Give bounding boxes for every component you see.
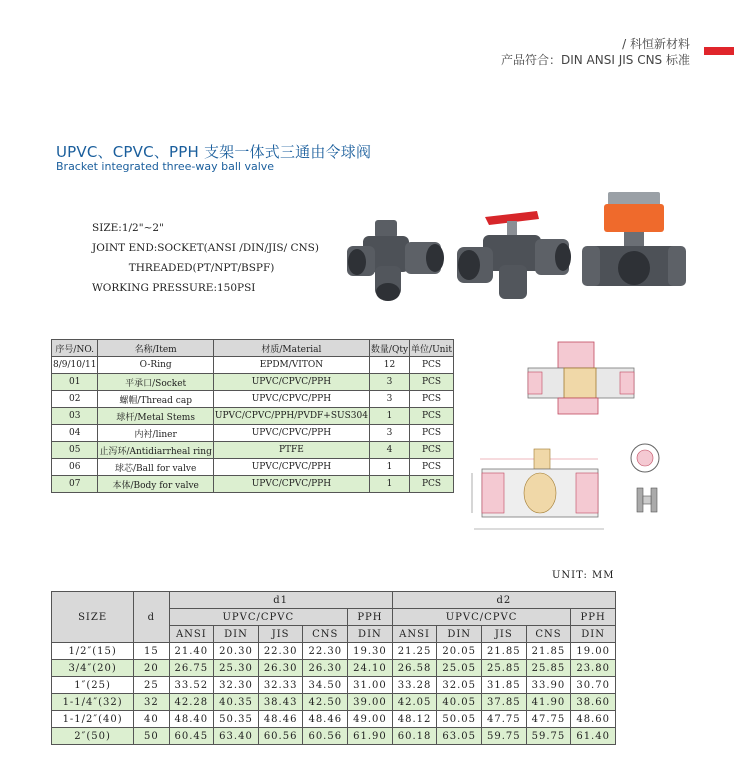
col-unit: 单位/Unit bbox=[410, 340, 454, 357]
value-cell: 32.30 bbox=[214, 677, 259, 694]
value-cell: 37.85 bbox=[482, 694, 527, 711]
cell: O-Ring bbox=[98, 357, 213, 374]
cell: PCS bbox=[410, 357, 454, 374]
value-cell: 19.30 bbox=[348, 643, 393, 660]
value-cell: 47.75 bbox=[482, 711, 527, 728]
cell: 8/9/10/11 bbox=[52, 357, 98, 374]
cell: 07 bbox=[52, 476, 98, 493]
cell: PCS bbox=[410, 408, 454, 425]
size-cell: 3/4″(20) bbox=[52, 660, 134, 677]
spec-size: SIZE:1/2"~2" bbox=[92, 222, 164, 234]
spec-threaded: THREADED(PT/NPT/BSPF) bbox=[92, 262, 275, 274]
cell: 内衬/liner bbox=[98, 425, 213, 442]
cell: 12 bbox=[369, 357, 409, 374]
cell: PCS bbox=[410, 425, 454, 442]
col-d2: d2 bbox=[392, 592, 615, 609]
cell: 螺帽/Thread cap bbox=[98, 391, 213, 408]
size-cell: 1-1/2″(40) bbox=[52, 711, 134, 728]
sub-din-pph: DIN bbox=[348, 626, 393, 643]
col-no: 序号/NO. bbox=[52, 340, 98, 357]
value-cell: 31.00 bbox=[348, 677, 393, 694]
value-cell: 40 bbox=[134, 711, 169, 728]
value-cell: 21.40 bbox=[169, 643, 214, 660]
col-d1: d1 bbox=[169, 592, 392, 609]
value-cell: 24.10 bbox=[348, 660, 393, 677]
product-title-en: Bracket integrated three-way ball valve bbox=[56, 160, 275, 173]
value-cell: 25.30 bbox=[214, 660, 259, 677]
cell: UPVC/CPVC/PPH/PVDF+SUS304 bbox=[213, 408, 369, 425]
sub-din: DIN bbox=[214, 626, 259, 643]
cell: 05 bbox=[52, 442, 98, 459]
table-row bbox=[52, 694, 616, 711]
cell: EPDM/VITON bbox=[213, 357, 369, 374]
spec-pressure: WORKING PRESSURE:150PSI bbox=[92, 282, 256, 294]
size-cell: 2″(50) bbox=[52, 728, 134, 745]
value-cell: 42.05 bbox=[392, 694, 437, 711]
cell: UPVC/CPVC/PPH bbox=[213, 374, 369, 391]
value-cell: 25.85 bbox=[482, 660, 527, 677]
value-cell: 48.46 bbox=[258, 711, 303, 728]
brand-accent-bar bbox=[704, 47, 734, 55]
value-cell: 50.05 bbox=[437, 711, 482, 728]
value-cell: 25.05 bbox=[437, 660, 482, 677]
valve-photo-plain bbox=[345, 218, 450, 303]
cell: UPVC/CPVC/PPH bbox=[213, 459, 369, 476]
value-cell: 30.70 bbox=[571, 677, 616, 694]
cell: PCS bbox=[410, 442, 454, 459]
table-row bbox=[52, 374, 454, 391]
cell: 球杆/Metal Stems bbox=[98, 408, 213, 425]
table-row bbox=[52, 677, 616, 694]
value-cell: 60.56 bbox=[258, 728, 303, 745]
value-cell: 26.30 bbox=[303, 660, 348, 677]
value-cell: 38.43 bbox=[258, 694, 303, 711]
standards-line: 产品符合：DIN ANSI JIS CNS 标准 bbox=[500, 53, 690, 67]
table-row bbox=[52, 408, 454, 425]
value-cell: 25 bbox=[134, 677, 169, 694]
value-cell: 49.00 bbox=[348, 711, 393, 728]
size-cell: 1-1/4″(32) bbox=[52, 694, 134, 711]
parts-header-row bbox=[52, 340, 454, 357]
value-cell: 23.80 bbox=[571, 660, 616, 677]
col-d2-upvc: UPVC/CPVC bbox=[392, 609, 571, 626]
value-cell: 59.75 bbox=[526, 728, 571, 745]
value-cell: 20 bbox=[134, 660, 169, 677]
value-cell: 60.45 bbox=[169, 728, 214, 745]
value-cell: 60.18 bbox=[392, 728, 437, 745]
col-d2-pph: PPH bbox=[571, 609, 616, 626]
cell: 本体/Body for valve bbox=[98, 476, 213, 493]
valve-photo-actuator bbox=[578, 190, 693, 300]
parts-table bbox=[51, 339, 454, 493]
col-qty: 数量/Qty bbox=[369, 340, 409, 357]
cell: PCS bbox=[410, 391, 454, 408]
value-cell: 50.35 bbox=[214, 711, 259, 728]
value-cell: 20.05 bbox=[437, 643, 482, 660]
sub-jis: JIS bbox=[482, 626, 527, 643]
value-cell: 21.85 bbox=[526, 643, 571, 660]
cell: 3 bbox=[369, 391, 409, 408]
value-cell: 21.25 bbox=[392, 643, 437, 660]
value-cell: 61.40 bbox=[571, 728, 616, 745]
value-cell: 26.30 bbox=[258, 660, 303, 677]
cell: 03 bbox=[52, 408, 98, 425]
value-cell: 21.85 bbox=[482, 643, 527, 660]
value-cell: 33.90 bbox=[526, 677, 571, 694]
sub-din: DIN bbox=[437, 626, 482, 643]
value-cell: 40.05 bbox=[437, 694, 482, 711]
sub-ansi: ANSI bbox=[169, 626, 214, 643]
value-cell: 22.30 bbox=[303, 643, 348, 660]
sub-ansi: ANSI bbox=[392, 626, 437, 643]
section-drawing-dimensioned bbox=[468, 443, 610, 535]
table-row bbox=[52, 660, 616, 677]
value-cell: 32.05 bbox=[437, 677, 482, 694]
cell: PCS bbox=[410, 476, 454, 493]
cell: 平承口/Socket bbox=[98, 374, 213, 391]
value-cell: 39.00 bbox=[348, 694, 393, 711]
col-d1-upvc: UPVC/CPVC bbox=[169, 609, 348, 626]
value-cell: 15 bbox=[134, 643, 169, 660]
value-cell: 25.85 bbox=[526, 660, 571, 677]
section-drawing-3d bbox=[520, 338, 640, 418]
value-cell: 32 bbox=[134, 694, 169, 711]
col-size: SIZE bbox=[52, 592, 134, 643]
cell: 4 bbox=[369, 442, 409, 459]
table-row bbox=[52, 459, 454, 476]
cell: PCS bbox=[410, 374, 454, 391]
value-cell: 19.00 bbox=[571, 643, 616, 660]
value-cell: 48.40 bbox=[169, 711, 214, 728]
cell: PTFE bbox=[213, 442, 369, 459]
value-cell: 22.30 bbox=[258, 643, 303, 660]
value-cell: 26.58 bbox=[392, 660, 437, 677]
cell: 3 bbox=[369, 425, 409, 442]
cell: 3 bbox=[369, 374, 409, 391]
value-cell: 20.30 bbox=[214, 643, 259, 660]
value-cell: 32.33 bbox=[258, 677, 303, 694]
table-row bbox=[52, 391, 454, 408]
value-cell: 59.75 bbox=[482, 728, 527, 745]
value-cell: 48.60 bbox=[571, 711, 616, 728]
col-material: 材质/Material bbox=[213, 340, 369, 357]
dims-header-row-1 bbox=[52, 592, 616, 609]
value-cell: 63.05 bbox=[437, 728, 482, 745]
table-row bbox=[52, 728, 616, 745]
company-name: / 科恒新材料 bbox=[622, 37, 690, 51]
value-cell: 34.50 bbox=[303, 677, 348, 694]
sub-cns: CNS bbox=[303, 626, 348, 643]
value-cell: 33.28 bbox=[392, 677, 437, 694]
value-cell: 33.52 bbox=[169, 677, 214, 694]
cell: 球芯/Ball for valve bbox=[98, 459, 213, 476]
cell: PCS bbox=[410, 459, 454, 476]
cell: 1 bbox=[369, 459, 409, 476]
value-cell: 42.50 bbox=[303, 694, 348, 711]
value-cell: 48.12 bbox=[392, 711, 437, 728]
end-view-drawing bbox=[625, 438, 670, 518]
value-cell: 61.90 bbox=[348, 728, 393, 745]
table-row bbox=[52, 643, 616, 660]
sub-jis: JIS bbox=[258, 626, 303, 643]
spec-joint-end: JOINT END:SOCKET(ANSI /DIN/JIS/ CNS) bbox=[92, 242, 319, 254]
cell: 04 bbox=[52, 425, 98, 442]
value-cell: 42.28 bbox=[169, 694, 214, 711]
spec-list bbox=[92, 218, 319, 298]
value-cell: 63.40 bbox=[214, 728, 259, 745]
table-row bbox=[52, 442, 454, 459]
page-header bbox=[501, 36, 690, 68]
col-item: 名称/Item bbox=[98, 340, 213, 357]
cell: 01 bbox=[52, 374, 98, 391]
value-cell: 40.35 bbox=[214, 694, 259, 711]
value-cell: 47.75 bbox=[526, 711, 571, 728]
cell: 1 bbox=[369, 408, 409, 425]
table-row bbox=[52, 711, 616, 728]
cell: 1 bbox=[369, 476, 409, 493]
cell: 止泻环/Antidiarrheal ring bbox=[98, 442, 213, 459]
value-cell: 38.60 bbox=[571, 694, 616, 711]
cell: UPVC/CPVC/PPH bbox=[213, 425, 369, 442]
valve-photo-handle bbox=[455, 205, 573, 303]
table-row bbox=[52, 357, 454, 374]
value-cell: 48.46 bbox=[303, 711, 348, 728]
cell: UPVC/CPVC/PPH bbox=[213, 391, 369, 408]
product-title-cn: UPVC、CPVC、PPH 支架一体式三通由令球阀 bbox=[56, 143, 372, 161]
col-d: d bbox=[134, 592, 169, 643]
cell: UPVC/CPVC/PPH bbox=[213, 476, 369, 493]
size-cell: 1/2″(15) bbox=[52, 643, 134, 660]
value-cell: 31.85 bbox=[482, 677, 527, 694]
cell: 02 bbox=[52, 391, 98, 408]
value-cell: 60.56 bbox=[303, 728, 348, 745]
value-cell: 41.90 bbox=[526, 694, 571, 711]
table-row bbox=[52, 425, 454, 442]
value-cell: 26.75 bbox=[169, 660, 214, 677]
cell: 06 bbox=[52, 459, 98, 476]
dimensions-table bbox=[51, 591, 616, 745]
dims-body bbox=[52, 643, 616, 745]
unit-label: UNIT: MM bbox=[552, 570, 615, 581]
sub-din-pph: DIN bbox=[571, 626, 616, 643]
size-cell: 1″(25) bbox=[52, 677, 134, 694]
value-cell: 50 bbox=[134, 728, 169, 745]
col-d1-pph: PPH bbox=[348, 609, 393, 626]
sub-cns: CNS bbox=[526, 626, 571, 643]
table-row bbox=[52, 476, 454, 493]
